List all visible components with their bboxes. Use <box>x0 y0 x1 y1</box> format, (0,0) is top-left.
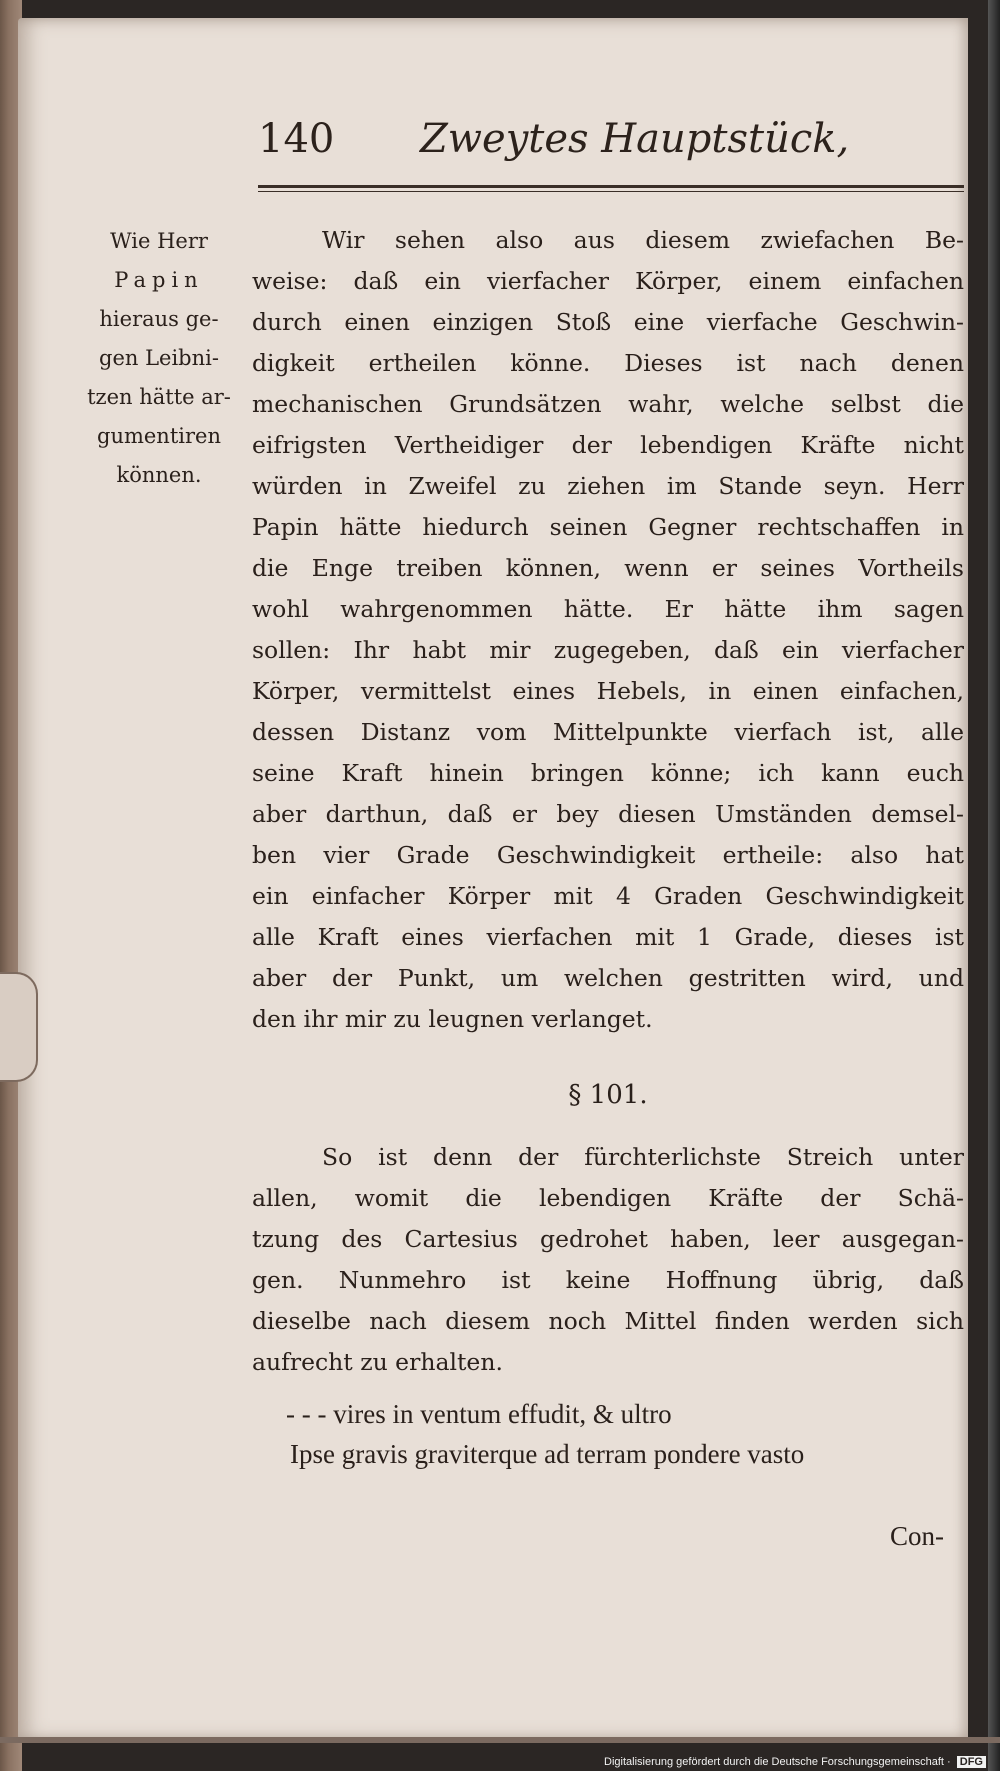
text-line: So ist denn der fürchterlichste Streich unter <box>322 1143 964 1171</box>
text-line: alle Kraft eines vierfachen mit 1 Grade, dieses ist <box>252 923 964 951</box>
text-line: Wir sehen also aus diesem zwiefachen Be- <box>322 226 964 254</box>
text-line: allen, womit die lebendigen Kräfte der Schä- <box>252 1184 964 1212</box>
marginal-line: können. <box>116 463 202 487</box>
text-line: dieselbe nach diesem noch Mittel finden werden sich <box>252 1307 964 1335</box>
text-line: wohl wahrgenommen hätte. Er hätte ihm sagen <box>252 595 964 623</box>
quote-line: Ipse gravis graviterque ad terram pondere vasto <box>290 1439 805 1469</box>
marginal-line: tzen hätte ar- <box>87 385 231 409</box>
running-head: Zweytes Hauptstück, <box>420 116 850 162</box>
text-line: dessen Distanz vom Mittelpunkte vierfach ist, alle <box>252 718 964 746</box>
text-line: seine Kraft hinein bringen könne; ich kann euch <box>252 759 964 787</box>
marginal-note <box>84 222 234 495</box>
page-clip-tab <box>0 972 38 1082</box>
text-line: ben vier Grade Geschwindigkeit ertheile: also hat <box>252 841 964 869</box>
catchword: Con- <box>890 1521 944 1551</box>
dfg-logo: DFG <box>957 1756 986 1768</box>
marginal-line: Papin <box>114 268 204 292</box>
text-line: Körper, vermittelst eines Hebels, in einen einfachen, <box>252 677 964 705</box>
text-line: sollen: Ihr habt mir zugegeben, daß ein vierfacher <box>252 636 964 664</box>
text-line: durch einen einzigen Stoß eine vierfache Geschwin- <box>252 308 964 336</box>
text-line: digkeit ertheilen könne. Dieses ist nach denen <box>252 349 964 377</box>
page-number: 140 <box>258 116 335 162</box>
section-heading: § 101. <box>568 1080 648 1110</box>
text-line: den ihr mir zu leugnen verlanget. <box>252 1005 653 1033</box>
paragraph-2 <box>252 1137 964 1383</box>
latin-quote <box>252 1394 964 1474</box>
text-line: gen. Nunmehro ist keine Hoffnung übrig, daß <box>252 1266 964 1294</box>
text-line: die Enge treiben können, wenn er seines Vortheils <box>252 554 964 582</box>
text-line: würden in Zweifel zu ziehen im Stande seyn. Herr <box>252 472 964 500</box>
text-line: Papin hätte hiedurch seinen Gegner rechtschaffen in <box>252 513 964 541</box>
credit-text: Digitalisierung gefördert durch die Deutsche Forschungsgemeinschaft · <box>604 1756 951 1768</box>
text-line: aufrecht zu erhalten. <box>252 1348 503 1376</box>
text-line: eifrigsten Vertheidiger der lebendigen Kräfte nicht <box>252 431 964 459</box>
text-line: weise: daß ein vierfacher Körper, einem einfachen <box>252 267 964 295</box>
marginal-line: gumentiren <box>97 424 221 448</box>
text-line: aber darthun, daß er bey diesen Umständen demsel- <box>252 800 964 828</box>
digitization-credit <box>604 1756 986 1768</box>
text-line: mechanischen Grundsätzen wahr, welche selbst die <box>252 390 964 418</box>
text-line: tzung des Cartesius gedrohet haben, leer ausgegan- <box>252 1225 964 1253</box>
header-rule-thin <box>258 191 964 192</box>
header-rule <box>258 185 964 188</box>
page-bottom-edge <box>0 1737 1000 1743</box>
quote-line: - - - vires in ventum effudit, & ultro <box>286 1399 672 1429</box>
text-line: aber der Punkt, um welchen gestritten wird, und <box>252 964 964 992</box>
page-header <box>240 108 960 170</box>
marginal-line: hieraus ge- <box>99 307 219 331</box>
book-right-edge <box>988 0 1000 1771</box>
marginal-line: gen Leibni- <box>99 346 219 370</box>
marginal-line: Wie Herr <box>110 229 208 253</box>
paragraph-1 <box>252 220 964 1040</box>
text-line: ein einfacher Körper mit 4 Graden Geschwindigkeit <box>252 882 964 910</box>
